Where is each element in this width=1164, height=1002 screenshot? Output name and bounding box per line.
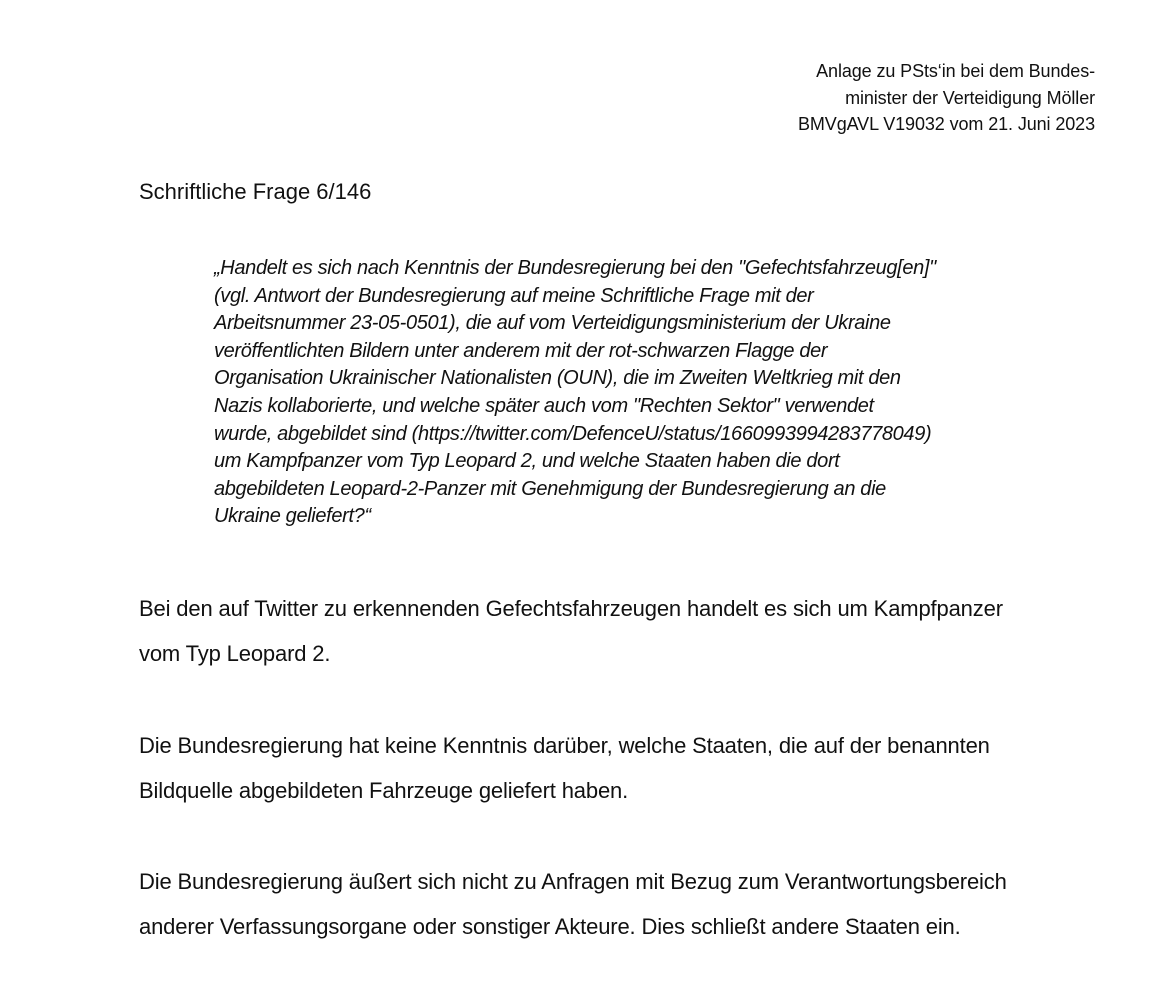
quote-line: Ukraine geliefert?“ xyxy=(214,505,371,528)
answer-line: Bei den auf Twitter zu erkennenden Gefechtsfahrzeugen handelt es sich um Kampfpanzer xyxy=(139,596,1003,621)
quote-line: Nazis kollaborierte, und welche später auch vom "Rechten Sektor" verwendet xyxy=(214,394,874,417)
quote-line: Arbeitsnummer 23-05-0501), die auf vom Verteidigungsministerium der Ukraine xyxy=(214,312,891,335)
quote-line: „Handelt es sich nach Kenntnis der Bundesregierung bei den "Gefechtsfahrzeug[en]" xyxy=(214,257,936,279)
question-quote xyxy=(214,255,1094,531)
header-line: BMVgAVL V19032 vom 21. Juni 2023 xyxy=(798,114,1095,134)
answer-paragraph-3 xyxy=(139,859,1099,949)
attachment-header xyxy=(798,58,1095,138)
header-line: Anlage zu PSts‘in bei dem Bundes- xyxy=(816,61,1095,81)
answer-line: Die Bundesregierung hat keine Kenntnis darüber, welche Staaten, die auf der benannten xyxy=(139,733,990,758)
header-line: minister der Verteidigung Möller xyxy=(845,87,1095,108)
question-title: Schriftliche Frage 6/146 xyxy=(139,179,372,204)
quote-line: veröffentlichten Bildern unter anderem mit der rot-schwarzen Flagge der xyxy=(214,339,828,362)
quote-line: wurde, abgebildet sind (https://twitter.com/DefenceU/status/1660993994283778049) xyxy=(214,422,932,445)
answer-paragraph-1 xyxy=(139,586,1099,676)
answer-line: Die Bundesregierung äußert sich nicht zu Anfragen mit Bezug zum Verantwortungsbereich xyxy=(139,869,1007,894)
quote-line: (vgl. Antwort der Bundesregierung auf meine Schriftliche Frage mit der xyxy=(214,284,814,307)
answer-paragraph-2 xyxy=(139,723,1099,813)
quote-line: abgebildeten Leopard-2-Panzer mit Genehmigung der Bundesregierung an die xyxy=(214,477,886,500)
answer-line: Bildquelle abgebildeten Fahrzeuge geliefert haben. xyxy=(139,778,629,803)
quote-line: Organisation Ukrainischer Nationalisten (OUN), die im Zweiten Weltkrieg mit den xyxy=(214,367,901,390)
answer-line: anderer Verfassungsorgane oder sonstiger Akteure. Dies schließt andere Staaten ein. xyxy=(139,914,961,939)
quote-line: um Kampfpanzer vom Typ Leopard 2, und welche Staaten haben die dort xyxy=(214,450,840,473)
answer-line: vom Typ Leopard 2. xyxy=(139,641,331,666)
